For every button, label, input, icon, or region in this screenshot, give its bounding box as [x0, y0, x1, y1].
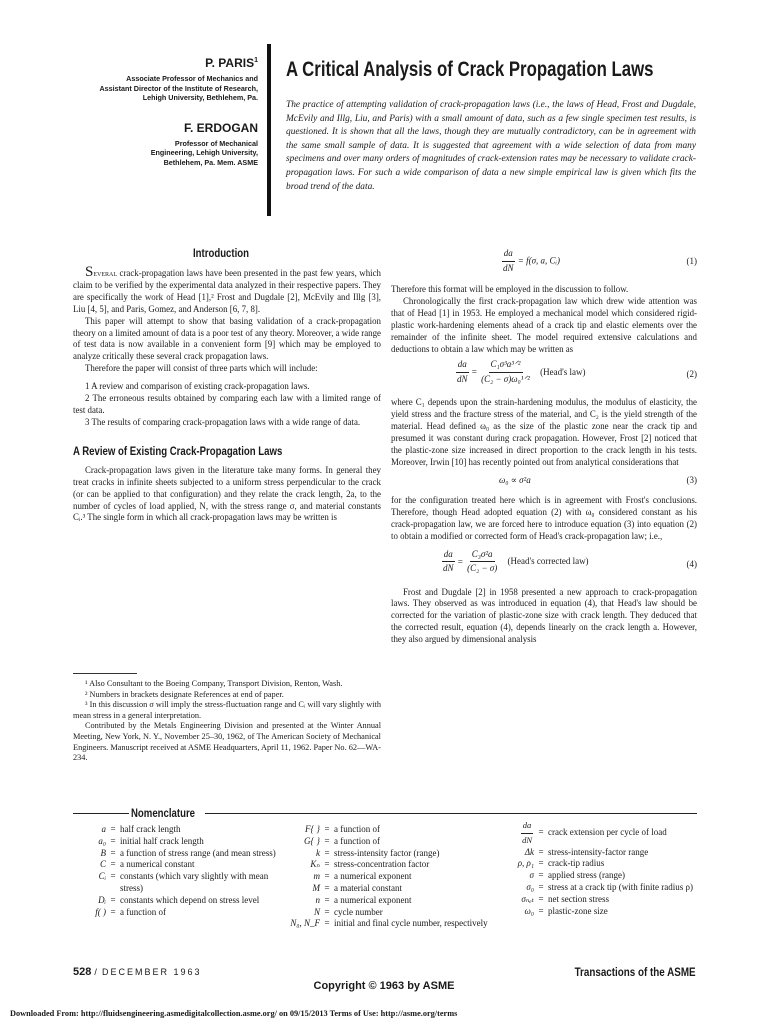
nomenclature-entry: G{ } = a function of — [304, 835, 380, 846]
nomenclature-entry: Dᵢ = constants which depend on stress level — [98, 894, 260, 905]
paragraph: for the configuration treated here which is in agreement with Frost's conclusions. Therefore, though Head adopted equation (2) with ω₀ considered constant as his crack-propagation law, we are forced here to introduce equation (3) into equation (2) to obtain a modified or corrected form of Head's crack-propagation law; i.e., — [391, 494, 697, 541]
left-column — [73, 248, 381, 524]
review-heading: A Review of Existing Crack-Propagation Laws — [73, 443, 283, 458]
nomenclature-entry: f( ) = a function of — [95, 906, 166, 917]
nomenclature-entry: ρ, ρ₁ = crack-tip radius — [517, 858, 605, 869]
footnote: Contributed by the Metals Engineering Division and presented at the Winter Annual Meeting, New York, N. Y., November 25–30, 1962, of The American Society of Mechanical Engineers. Manuscript received at ASME Headquarters, April 11, 1962. Paper No. 62—WA-234. — [73, 721, 381, 763]
intro-paragraph-2: This paper will attempt to show that basing validation of a crack-propagation theory on a limited amount of data is a poor test of any theory. Moreover, a wide range of test data is now available in a convenient form [9] which may be employed to analyze critically these several crack propagation laws. — [73, 315, 381, 362]
nomenclature-entry: m = a numerical exponent — [313, 871, 412, 882]
intro-paragraph-1: Several crack-propagation laws have been presented in the past few years, which claim to be verified by the experimental data analyzed in their respective papers. They are specifically the work of Head [1],² Frost and Dugdale [2], McEvily and Illg [3], Liu [4, 5], and Paris, Gomez, and Anderson [6, 7, 8]. — [73, 264, 381, 314]
list-item: 3 The results of comparing crack-propagation laws with a wide range of data. — [85, 416, 361, 427]
paragraph: where C₁ depends upon the strain-hardening modulus, the modulus of elasticity, the yield stress and the fracture stress of the material, and C₂ is the yield strength of the material. Head defined ω₀ as the size of the plastic zone near the crack tip and presumed it was constant during crack propagation. However, Frost [2] noticed that the plastic-zone size increased in direct proportion to the crack length in his tests. Moreover, Irwin [10] has recently pointed out from analytical considerations that — [391, 397, 697, 467]
nomenclature-col-1 — [80, 824, 280, 918]
footnotes — [73, 679, 381, 764]
footnote-rule — [73, 673, 137, 674]
list-item: 2 The erroneous results obtained by comparing each law with a limited range of test data. — [73, 393, 381, 415]
equation-number: (3) — [686, 474, 697, 485]
nomenclature-entry: Δk = stress-intensity-factor range — [524, 846, 649, 857]
nomenclature-entry: N = cycle number — [313, 906, 383, 917]
copyright: Copyright © 1963 by ASME — [313, 980, 455, 992]
nomenclature-entry: B = a function of stress range (and mean stress) — [100, 847, 276, 858]
equation-number: (4) — [686, 558, 697, 569]
intro-paragraph-3: Therefore the paper will consist of three parts which will include: — [85, 363, 318, 374]
journal-name: Transactions of the ASME — [574, 965, 696, 979]
right-column — [391, 248, 697, 646]
nomenclature-entry: a₀ = initial half crack length — [98, 835, 204, 846]
abstract: The practice of attempting validation of crack-propagation laws (i.e., the laws of Head, Frost and Dugdale, McEvily and Illg, Liu, and Paris) with a small amount of data, such as a few single specimen test results, is questioned. It is shown that all the laws, though they are mutually contradictory, can be in agreement with the same small sample of data. It is suggested that agreement with a wide selection of data from many specimens and over many orders of magnitudes of crack-extension rates may be necessary to validate crack-propagation laws. For such a wide comparison of data a new simple empirical law is given which fits the broad trend of the data. — [286, 100, 696, 192]
nomenclature-entry: ω₀ = plastic-zone size — [524, 905, 608, 916]
download-notice: Downloaded From: http://fluidsengineering.asmedigitalcollection.asme.org/ on 09/15/2013 Terms of Use: http://asme.org/terms — [10, 1009, 458, 1018]
nomenclature-entry: n = a numerical exponent — [315, 894, 412, 905]
footnote: ¹ Also Consultant to the Boeing Company, Transport Division, Renton, Wash. — [85, 679, 343, 688]
paragraph: Therefore this format will be employed in the discussion to follow. — [391, 284, 629, 294]
nomenclature-entry: Kₙ = stress-concentration factor — [310, 859, 430, 870]
nomenclature-entry: Cᵢ = constants (which vary slightly with mean stress) — [98, 871, 269, 893]
nomenclature-entry: σₙₑₜ = net section stress — [521, 893, 609, 904]
nomenclature-entry: $\frac{da}{dN}$ = crack extension per cycle of load — [522, 820, 667, 845]
footnote: ² Numbers in brackets designate References at end of paper. — [85, 689, 284, 699]
paragraph: Chronologically the first crack-propagation law which drew wide attention was that of Head [1] in 1953. He employed a mechanical model which considered rigid-plastic work-hardening elements ahead of a crack tip and elastic elements over the remainder of the infinite sheet. The model required extensive calculations and deductions to obtain a law which may be written as — [391, 295, 697, 354]
nomenclature-title: Nomenclature — [131, 806, 196, 820]
nomenclature-entry: σ = applied stress (range) — [529, 870, 625, 881]
nomenclature-entry: k = stress-intensity factor (range) — [316, 847, 440, 858]
equation-2: $\frac{da}{dN}$ = $\frac{\text{C₁σ³a³ᐟ²}}{\text{(C₂ − σ)ω₀¹ᐟ²}}$ (Head's law) (2) — [457, 359, 697, 385]
equation-number: (1) — [686, 256, 697, 266]
title-divider-rule — [267, 44, 271, 216]
author-name-1: P. PARIS$^1$ — [205, 56, 258, 70]
review-paragraph-1: Crack-propagation laws given in the literature take many forms. In general they treat cracks in infinite sheets subjected to a uniform stress perpendicular to the crack (or can be applied to that configuration) and they relate the crack length, 2a, to the number of cycles of load applied, N, with the stress range σ, and material constants Cᵢ.³ The single form in which all crack-propagation laws may be written is — [73, 464, 381, 523]
nomenclature-entry: F{ } = a function of — [305, 824, 380, 834]
paper-title: A Critical Analysis of Crack Propagation Laws — [286, 58, 654, 81]
equation-number: (2) — [686, 369, 697, 380]
paragraph: Frost and Dugdale [2] in 1958 presented a new approach to crack-propagation laws. They observed as was introduced in equation (4), that Head's law should be corrected for the variation of plastic-zone size with crack length. They deduced that the corrected result, equation (4), depends linearly on the crack length a. However, they also argued by dimensional analysis — [391, 586, 697, 645]
equation-1: $\frac{da}{dN}$ = f(σ, a, Cᵢ) (1) — [503, 248, 697, 273]
author-affiliation-1: Associate Professor of Mechanics and Assistant Director of the Institute of Research, Lehigh University, Bethlehem, Pa. — [99, 74, 258, 103]
nomenclature-col-2 — [278, 824, 488, 930]
nomenclature-entry: C = a numerical constant — [99, 859, 195, 870]
issue-date: DECEMBER 1963 — [102, 967, 202, 977]
nomenclature-header — [73, 806, 697, 820]
page-number: 528 — [73, 966, 92, 978]
introduction-heading: Introduction — [193, 246, 249, 260]
list-item: 1 A review and comparison of existing crack-propagation laws. — [85, 381, 310, 392]
nomenclature-entry: N₀, N_F = initial and final cycle number, respectively — [290, 918, 488, 929]
author-name-2: F. ERDOGAN — [183, 120, 258, 135]
nomenclature-col-3 — [496, 820, 698, 917]
footnote: ³ In this discussion σ will imply the stress-fluctuation range and Cᵢ will vary slightly with mean stress in a general interpretation. — [73, 700, 381, 720]
author-affiliation-2: Professor of Mechanical Engineering, Lehigh University, Bethlehem, Pa. Mem. ASME — [150, 138, 258, 167]
author-block — [60, 56, 258, 168]
nomenclature-entry: a = half crack length — [101, 824, 181, 834]
page-footer-left: 528 / DECEMBER 1963 — [73, 966, 202, 978]
equation-4: $\frac{da}{dN}$ = $\frac{\text{C₃σ²a}}{\text{(C₂ − σ)}}$ (Head's corrected law) (4) — [443, 548, 697, 574]
equation-3: ω₀ ∝ σ²a (3) — [499, 474, 697, 485]
nomenclature-entry: M = a material constant — [312, 882, 402, 893]
nomenclature-entry: σ₀ = stress at a crack tip (with finite radius ρ) — [526, 881, 693, 892]
